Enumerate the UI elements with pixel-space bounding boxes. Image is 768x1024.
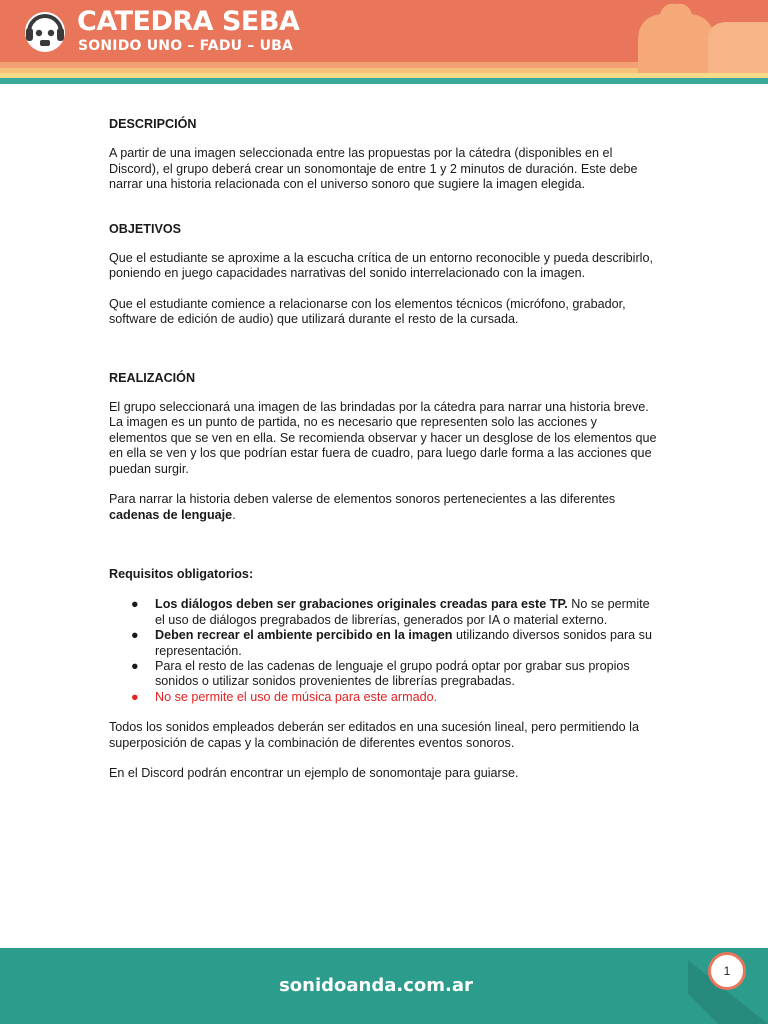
closing-paragraph: Todos los sonidos empleados deberán ser editados en una sucesión lineal, pero permitiendo la superposición de capas y la combinación de diferentes eventos sonoros.: [109, 720, 639, 750]
realizacion-text: .: [232, 507, 236, 522]
list-item: [131, 659, 657, 690]
closing-paragraph: En el Discord podrán encontrar un ejemplo de sonomontaje para guiarse.: [109, 765, 519, 780]
realizacion-paragraph: El grupo seleccionará una imagen de las brindadas por la cátedra para narrar una historia breve. La imagen es un punto de partida, no es necesario que representen solo las acciones y elementos que se ven en ella. Se recomienda observar y hacer un desglose de los elementos que en ella se ven y los que podrían estar fuera de cuadro, para luego darle forma a las acciones que puedan surgir.: [109, 400, 657, 476]
requirement-warning-text: No se permite el uso de música para este armado.: [155, 689, 438, 704]
realizacion-paragraph: [109, 492, 657, 523]
requirement-bold: Los diálogos deben ser grabaciones originales creadas para este TP.: [155, 597, 568, 612]
requirement-text: utilizando diversos sonidos para su representación.: [155, 628, 652, 658]
heading-objetivos: OBJETIVOS: [109, 221, 182, 236]
bullet-icon: ●: [131, 689, 139, 704]
list-item: [131, 597, 657, 628]
bullet-icon: ●: [131, 658, 139, 673]
list-item: [131, 628, 657, 659]
cadenas-de-lenguaje-bold: cadenas de lenguaje: [109, 507, 233, 522]
decorative-shapes-icon: [598, 0, 768, 84]
page-footer: [0, 948, 768, 1024]
requirement-text: Para el resto de las cadenas de lenguaje el grupo podrá optar por grabar sus propios sonidos o utilizar sonidos provenientes de librerías pregrabadas.: [155, 658, 630, 689]
page-number: 1: [708, 952, 746, 990]
descripcion-text: A partir de una imagen seleccionada entre las propuestas por la cátedra (disponibles en el Discord), el grupo deberá crear un sonomontaje de entre 1 y 2 minutos de duración. Este debe narrar una historia relacionada con el universo sonoro que sugiere la imagen elegida.: [109, 146, 638, 192]
header-subtitle: SONIDO UNO – FADU – UBA: [78, 38, 294, 54]
bullet-icon: ●: [131, 597, 139, 612]
requirement-text: No se permite el uso de diálogos pregrabados de librerías, generados por IA o material externo.: [155, 597, 650, 627]
objetivos-paragraph: Que el estudiante comience a relacionarse con los elementos técnicos (micrófono, grabador, software de edición de audio) que utilizará durante el resto de la cursada.: [109, 296, 626, 327]
requirement-bold: Deben recrear el ambiente percibido en la imagen: [155, 628, 453, 643]
heading-descripcion: DESCRIPCIÓN: [109, 117, 197, 131]
realizacion-text: Para narrar la historia deben valerse de elementos sonoros pertenecientes a las diferentes: [109, 492, 616, 507]
header-title: CATEDRA SEBA: [77, 6, 300, 37]
footer-website-link[interactable]: sonidoanda.com.ar: [279, 975, 473, 996]
list-item: [131, 690, 657, 705]
heading-realizacion: REALIZACIÓN: [109, 370, 196, 385]
headphones-face-icon: [22, 8, 68, 54]
objetivos-paragraph: Que el estudiante se aproxime a la escucha crítica de un entorno reconocible y pueda describirlo, poniendo en juego capacidades narrativas del sonido interrelacionado con la imagen.: [109, 251, 653, 281]
heading-requisitos: Requisitos obligatorios:: [109, 566, 254, 581]
document-body: [109, 112, 657, 781]
page-header: [0, 0, 768, 84]
requisitos-list: [131, 597, 657, 705]
bullet-icon: ●: [131, 628, 139, 643]
